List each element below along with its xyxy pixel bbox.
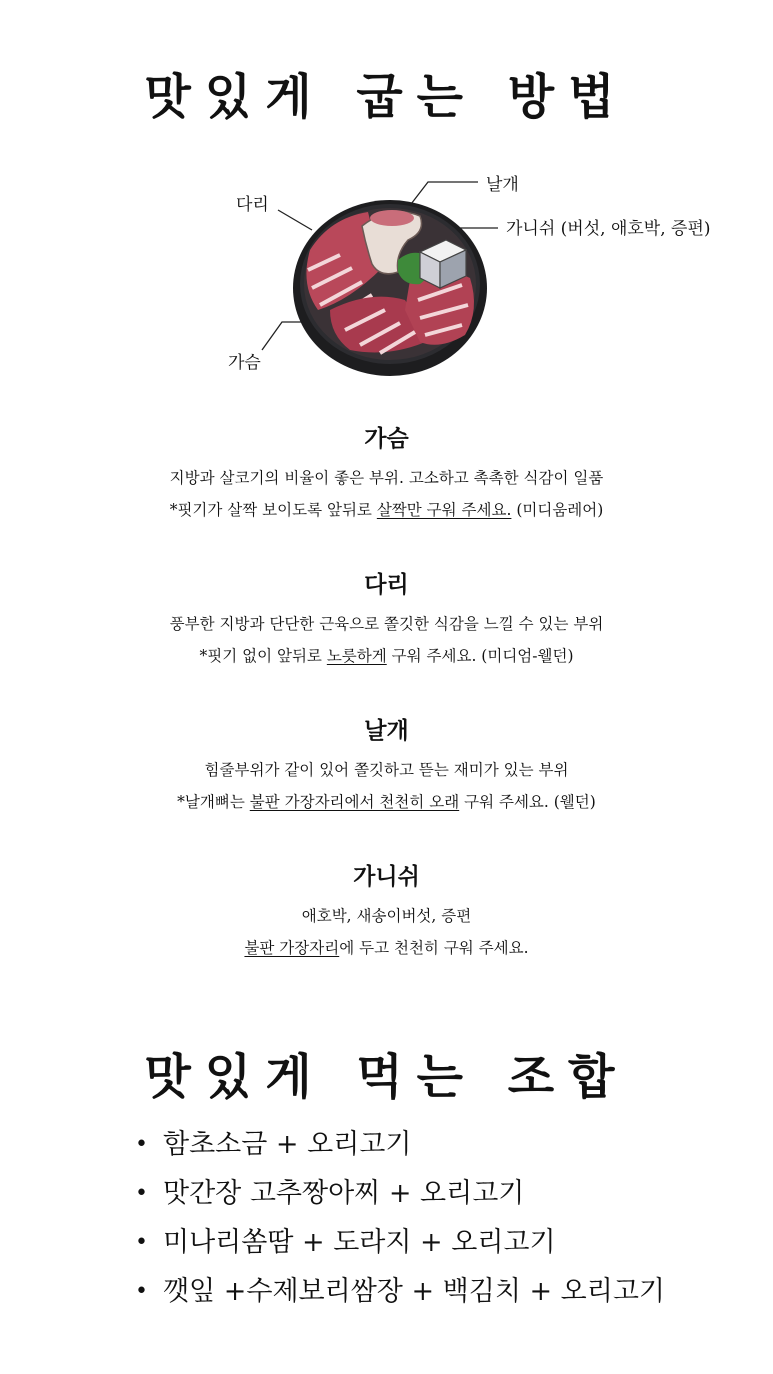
list-item: • 맛간장 고추짱아찌 + 오리고기 — [135, 1169, 665, 1218]
section-description: 힘줄부위가 같이 있어 쫄깃하고 뜯는 재미가 있는 부위 — [204, 761, 569, 779]
section-breast — [0, 424, 773, 526]
section-heading: 가슴 — [364, 425, 409, 452]
label-breast: 가슴 — [228, 353, 261, 373]
section-garnish — [0, 862, 773, 964]
list-item: • 미나리쏨땀 + 도라지 + 오리고기 — [135, 1218, 665, 1267]
section-heading: 다리 — [364, 571, 409, 598]
section-description: 애호박, 새송이버섯, 증편 — [301, 907, 472, 925]
label-wing: 날개 — [486, 175, 519, 195]
label-garnish: 가니쉬 (버섯, 애호박, 증편) — [506, 219, 711, 239]
section-heading: 날개 — [364, 717, 409, 744]
combo-title: 맛있게 먹는 조합 — [144, 1049, 629, 1105]
label-leg: 다리 — [236, 195, 269, 215]
section-tip: *핏기 없이 앞뒤로 노릇하게 구워 주세요. (미디엄-웰던) — [199, 647, 574, 665]
combo-list — [135, 1120, 665, 1316]
section-wing — [0, 716, 773, 818]
list-item: • 함초소금 + 오리고기 — [135, 1120, 665, 1169]
section-description: 풍부한 지방과 단단한 근육으로 쫄깃한 식감을 느낄 수 있는 부위 — [169, 615, 604, 633]
section-tip: *핏기가 살짝 보이도록 앞뒤로 살짝만 구워 주세요. (미디움레어) — [169, 501, 604, 519]
section-tip: *날개뼈는 불판 가장자리에서 천천히 오래 구워 주세요. (웰던) — [177, 793, 596, 811]
grill-diagram — [0, 160, 773, 390]
section-tip: 불판 가장자리에 두고 천천히 구워 주세요. — [244, 939, 529, 957]
list-item: • 깻잎 +수제보리쌈장 + 백김치 + 오리고기 — [135, 1267, 665, 1316]
section-description: 지방과 살코기의 비율이 좋은 부위. 고소하고 촉촉한 식감이 일품 — [169, 469, 604, 487]
section-heading: 가니쉬 — [353, 863, 420, 890]
grill-title: 맛있게 굽는 방법 — [144, 69, 629, 125]
section-leg — [0, 570, 773, 672]
grill-pan-illustration — [0, 160, 773, 390]
